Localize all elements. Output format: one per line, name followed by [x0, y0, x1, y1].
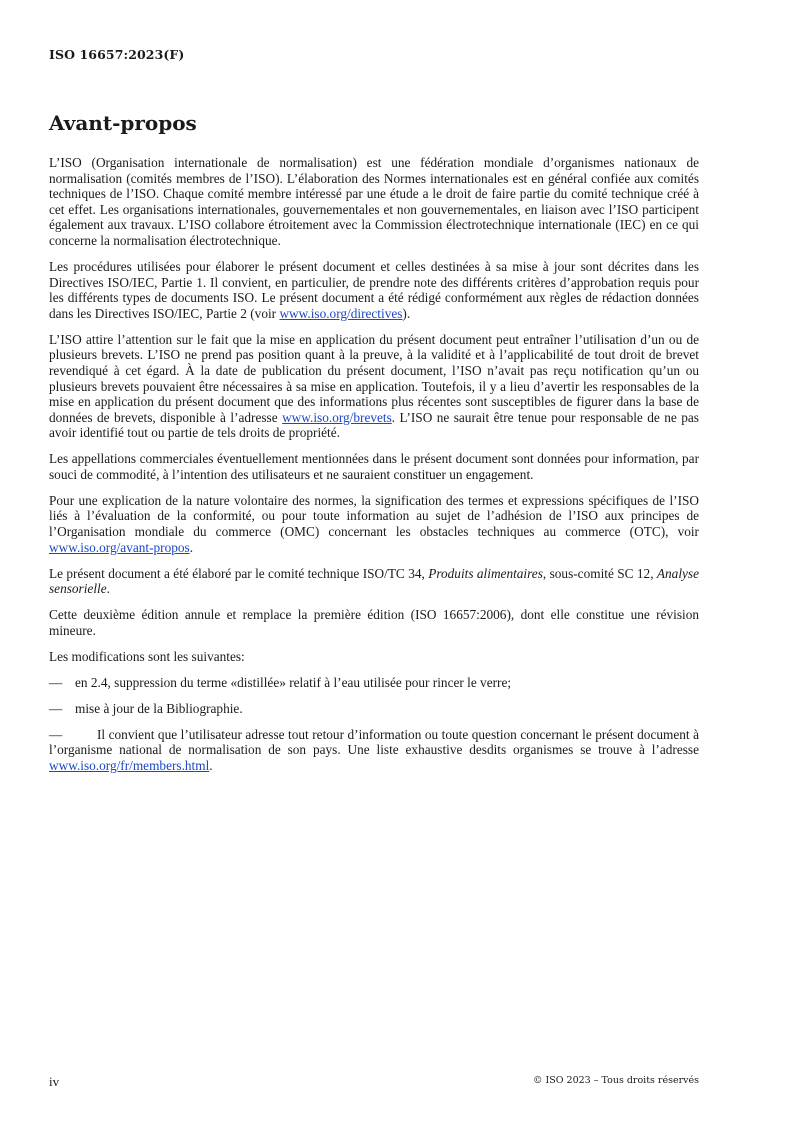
paragraph-text: .	[189, 539, 194, 555]
paragraph-text: Il convient que l’utilisateur adresse tout retour d’information ou toute question concernant le présent document à l’organisme national de normalisation de son pays. Une liste exhaustive desdits organismes se trouve à l’adresse	[49, 726, 699, 758]
directives-link[interactable]: www.iso.org/directives	[279, 305, 403, 321]
paragraph-text: .	[106, 581, 110, 597]
foreword-body	[49, 155, 699, 784]
document-id: ISO 16657:2023(F)	[49, 47, 185, 62]
dash-bullet: —	[49, 674, 63, 690]
list-item-text: mise à jour de la Bibliographie.	[75, 700, 243, 716]
members-link[interactable]: www.iso.org/fr/members.html	[49, 757, 210, 773]
paragraph-text: Pour une explication de la nature volontaire des normes, la signification des termes et expressions spécifiques de l’ISO liés à l’évaluation de la conformité, ou pour toute information au sujet de l’adhésion de l’ISO aux principes de l’Organisation mondiale du commerce (OMC) concernant les obstacles techniques au commerce (OTC), voir	[49, 492, 699, 540]
paragraph-text: Les appellations commerciales éventuellement mentionnées dans le présent document sont données pour information, par souci de commodité, à l’intention des utilisateurs et ne sauraient constituer un engagement.	[49, 451, 699, 482]
dash-bullet: —	[49, 700, 63, 716]
paragraph-voluntary-nature	[49, 493, 699, 555]
foreword-link[interactable]: www.iso.org/avant-propos	[49, 539, 190, 555]
patents-link[interactable]: www.iso.org/brevets	[282, 409, 392, 425]
dash-bullet: —	[49, 726, 63, 742]
page-title: Avant-propos	[49, 111, 197, 135]
paragraph-text: L’ISO attire l’attention sur le fait que la mise en application du présent document peut entraîner l’utilisation d’un ou de plusieurs brevets. L’ISO ne prend pas position quant à la preuve, à la validité et à l’applicabilité de tout droit de brevet revendiqué à cet égard. À la date de publication du présent document, l’ISO n’avait pas reçu notification qu’un ou plusieurs brevets pouvaient être nécessaires à sa mise en application. Toutefois, il y a lieu d’avertir les responsables de la mise en application du présent document que des informations plus récentes sont susceptibles de figurer dans la base de données de brevets, disponible à l’adresse	[49, 331, 699, 425]
paragraph-text: Les modifications sont les suivantes:	[49, 648, 245, 664]
paragraph-text: Cette deuxième édition annule et remplace la première édition (ISO 16657:2006), dont elle constitue une révision mineure.	[49, 607, 699, 638]
list-item	[49, 675, 699, 691]
paragraph-text: Les procédures utilisées pour élaborer le présent document et celles destinées à sa mise à jour sont décrites dans les Directives ISO/IEC, Partie 1. Il convient, en particulier, de prendre note des différents critères d’approbation requis pour les différents types de documents ISO. Le présent document a été rédigé conformément aux règles de rédaction données dans les Directives ISO/IEC, Partie 2 (voir	[49, 258, 699, 321]
paragraph-procedures	[49, 259, 699, 321]
paragraph-text: . L’ISO ne saurait être tenue pour responsable de ne pas avoir identifié tout ou partie de tels droits de propriété.	[49, 409, 699, 441]
paragraph-patents	[49, 332, 699, 441]
paragraph-feedback	[49, 727, 699, 774]
paragraph-text: , sous-comité SC 12,	[542, 565, 657, 581]
paragraph-changes-intro	[49, 649, 699, 665]
list-item-text: en 2.4, suppression du terme «distillée» relatif à l’eau utilisée pour rincer le verre;	[75, 674, 512, 690]
paragraph-text: Le présent document a été élaboré par le comité technique ISO/TC 34,	[49, 565, 429, 581]
list-item	[49, 701, 699, 717]
paragraph-text: L’ISO (Organisation internationale de normalisation) est une fédération mondiale d’organismes nationaux de normalisation (comités membres de l’ISO). L’élaboration des Normes internationales est en général confiée aux comités techniques de l’ISO. Chaque comité membre intéressé par une étude a le droit de faire partie du comité technique créé à cet effet. Les organisations internationales, gouvernementales et non gouvernementales, en liaison avec l’ISO participent également aux travaux. L’ISO collabore étroitement avec la Commission électrotechnique internationale (IEC) en ce qui concerne la normalisation électrotechnique.	[49, 155, 699, 248]
paragraph-text: .	[209, 757, 213, 773]
paragraph-committee	[49, 566, 699, 597]
committee-title: Produits alimentaires	[428, 565, 543, 581]
paragraph-trade-names	[49, 451, 699, 482]
page-number: iv	[49, 1074, 60, 1089]
paragraph-edition	[49, 607, 699, 638]
subcommittee-title: Analyse sensorielle	[49, 565, 699, 597]
paragraph-iso-intro	[49, 155, 699, 249]
copyright-notice: © ISO 2023 – Tous droits réservés	[532, 1075, 699, 1086]
paragraph-text: ).	[402, 305, 411, 321]
